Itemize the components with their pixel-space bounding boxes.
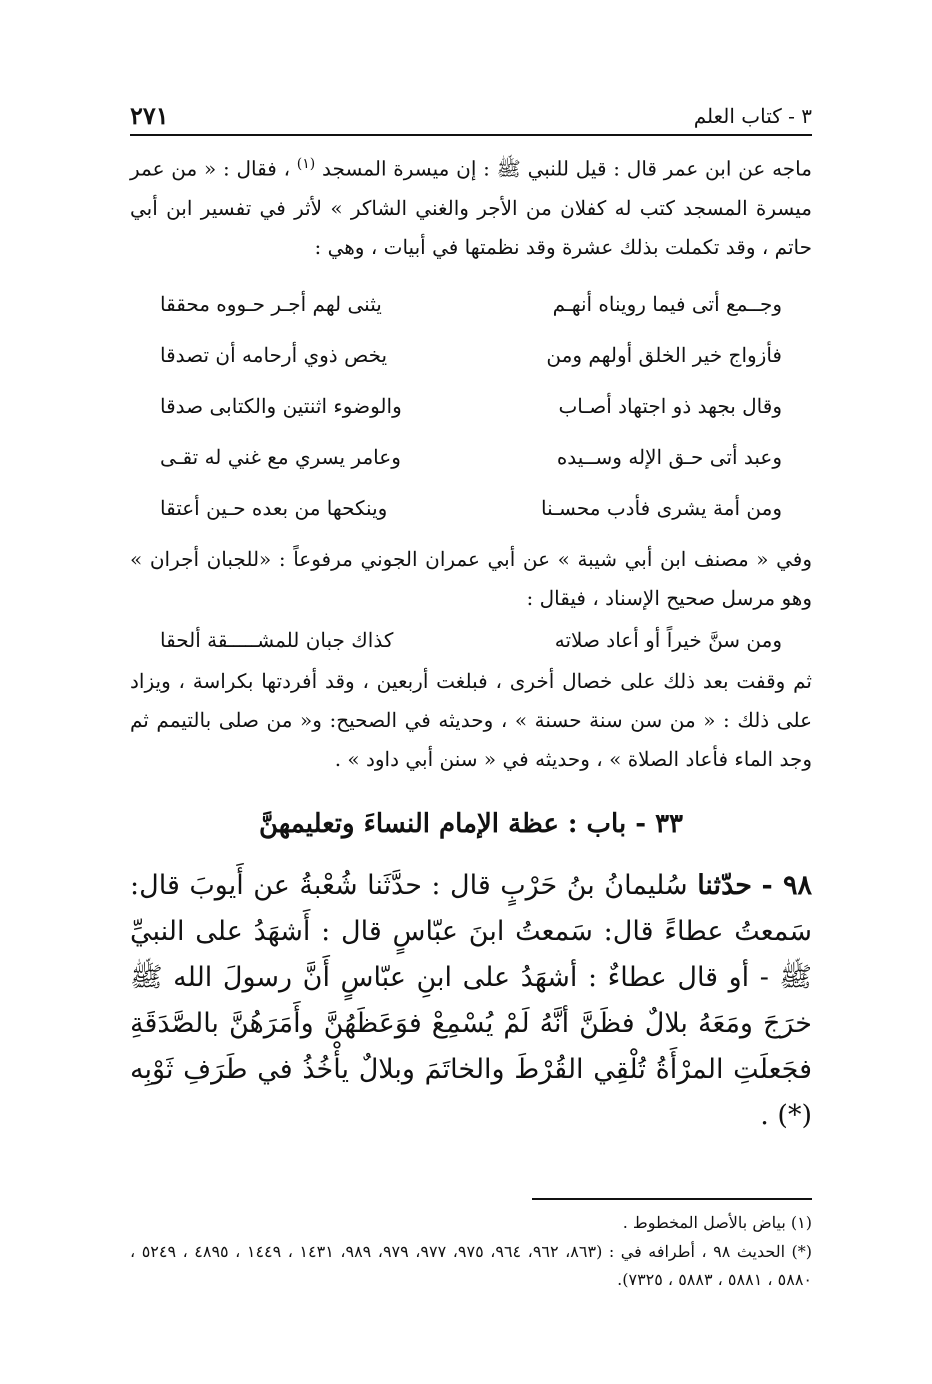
verse-second-hemistich: وينكحها من بعده حـين أعتقا [160,495,388,520]
footnote-1: (١) بياض بالأصل المخطوط . [622,1213,812,1232]
verse-first-hemistich: فأزواج خير الخلق أولهم ومن [546,342,782,367]
verse-second-hemistich: يثنى لهم أجـر حـووه محققا [160,291,382,316]
verse-second-hemistich: والوضوء اثنتين والكتابى صدقا [160,393,402,418]
footnotes [130,1208,812,1294]
paragraph-1-start: ماجه عن ابن عمر قال : قيل للنبي ﷺ : إن ميسرة المسجد [322,156,812,181]
hadith-number: ٩٨ - [761,869,812,901]
verse-first-hemistich: وعبد أتى حـق الإله وســيده [556,444,782,469]
section-heading: ٣٣ - باب : عظة الإمام النساءَ وتعليمهنَّ [258,808,684,839]
running-header [130,82,812,136]
single-verse [160,618,782,662]
poem [160,279,782,534]
paragraph-2: وفي « مصنف ابن أبي شيبة » عن أبي عمران الجوني مرفوعاً : «للجبان أجران » وهو مرسل صحيح الإسناد ، فيقال : [130,546,812,610]
paragraph-1-rest: ، فقال : « من عمر ميسرة المسجد كتب له كفلان من الأجر والغني الشاكر » لأثر في تفسير ابن أبي حاتم ، وقد تكملت بذلك عشرة وقد نظمتها في أبيات ، وهي : [130,156,813,259]
hadith-lead-word: حدّثنا [697,869,752,901]
poem-verse [160,279,782,330]
verse-first-hemistich: وجــمع أتى فيما رويناه أنهـم [552,291,782,316]
hadith-body: سُليمانُ بنُ حَرْبٍ قال : حدَّثَنا شُعْبةُ عن أَيوبَ قال: سَمعتُ عطاءً قال: سَمعتُ ابنَ عبّاسٍ قال : أَشهَدُ على النبيِّ ﷺ - أو قال عطاءٌ : أشهَدُ على ابنِ عبّاسٍ أَنَّ رسولَ الله ﷺ خرَجَ ومَعَهُ بلالٌ فظَنَّ أنَّهُ لَمْ يُسْمِعْ فوَعَظَهُنَّ وأَمَرَهُنَّ بالصَّدَقَةِ فجَعلَتِ المرْأَةُ تُلْقِي القُرْطَ والخاتَمَ وبلالٌ يأْخُذُ في طَرَفِ ثَوْبِه (*) . [130,869,812,1131]
page-body [130,145,812,1139]
poem-verse [160,330,782,381]
paragraph-3: ثم وقفت بعد ذلك على خصال أخرى ، فبلغت أربعين ، وقد أفردتها بكراسة ، ويزاد على ذلك : « من سن سنة حسنة » ، وحديثه في الصحيح: و« من صلى بالتيمم ثم وجد الماء فأعاد الصلاة » ، وحديثه في « سنن أبي داود » . [130,668,813,771]
poem-verse [160,381,782,432]
verse-second-hemistich: كذاك جبان للمشـــــقة ألحقا [160,627,394,652]
verse-second-hemistich: يخص ذوي أرحامه أن تصدقا [160,342,388,367]
hadith-text [130,863,812,1139]
page-number: ٢٧١ [130,101,169,130]
footnote-hadith-references: (*) الحديث ٩٨ ، أطرافه في : (٨٦٣، ٩٦٢، ٩٦٤، ٩٧٥، ٩٧٧، ٩٧٩، ٩٨٩، ١٤٣١ ، ١٤٤٩ ، ٤٨٩٥ ، ٥٢٤٩ ، ٥٨٨٠ ، ٥٨٨١ ، ٥٨٨٣ ، ٧٣٢٥). [130,1242,813,1289]
paragraph-1 [130,145,812,267]
verse-second-hemistich: وعامر يسري مع غني له تقـى [160,444,401,469]
verse-first-hemistich: ومن أمة يشرى فأدب محسـنا [541,495,782,520]
footnote-marker-1: (١) [296,156,316,172]
footnote-divider [532,1198,812,1200]
verse-first-hemistich: ومن سنَّ خيراً أو أعاد صلاته [554,627,782,652]
poem-verse [160,483,782,534]
verse-first-hemistich: وقال بجهد ذو اجتهاد أصـاب [558,393,782,418]
chapter-title: ٣ - كتاب العلم [693,104,812,128]
poem-verse [160,432,782,483]
